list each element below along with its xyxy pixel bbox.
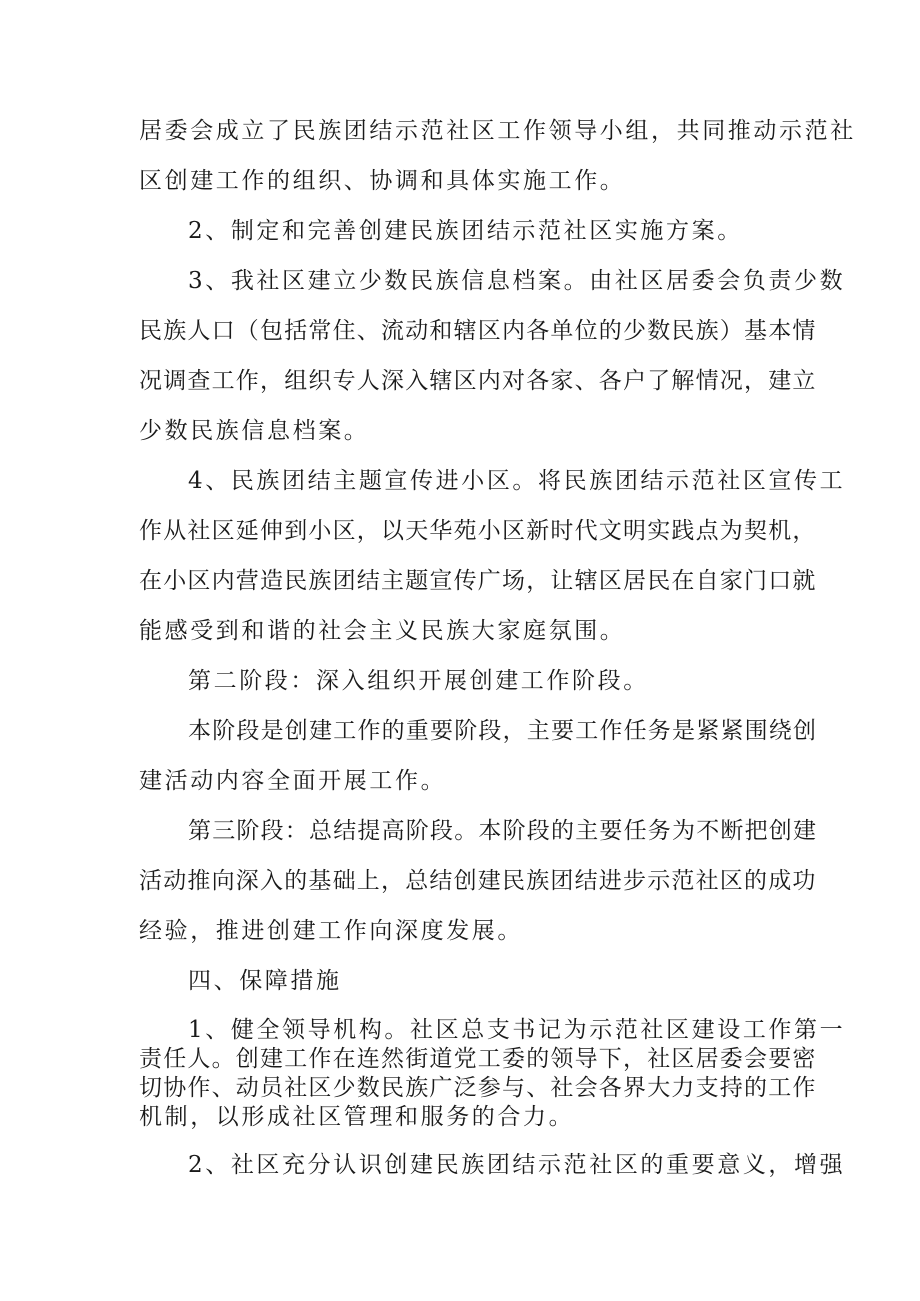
text-line-11: 能感受到和谐的社会主义民族大家庭氛围。 bbox=[139, 618, 626, 644]
text-line-23: 2、社区充分认识创建民族团结示范社区的重要意义，增强 bbox=[188, 1152, 846, 1178]
text-line-6: 况调查工作，组织专人深入辖区内对各家、各户了解情况，建立 bbox=[139, 368, 817, 394]
text-line-12: 第二阶段：深入组织开展创建工作阶段。 bbox=[188, 668, 649, 694]
text-line-8: 4、民族团结主题宣传进小区。将民族团结示范社区宣传工 bbox=[188, 468, 846, 494]
text-line-14: 建活动内容全面开展工作。 bbox=[139, 768, 447, 794]
text-line-13: 本阶段是创建工作的重要阶段，主要工作任务是紧紧围绕创 bbox=[188, 718, 818, 744]
section-heading-safeguards: 四、保障措施 bbox=[188, 968, 342, 994]
text-line-21: 切协作、动员社区少数民族广泛参与、社会各界大力支持的工作 bbox=[139, 1075, 817, 1101]
text-line-17: 经验，推进创建工作向深度发展。 bbox=[139, 918, 523, 944]
text-line-22: 机制，以形成社区管理和服务的合力。 bbox=[139, 1104, 575, 1130]
text-line-1: 居委会成立了民族团结示范社区工作领导小组，共同推动示范社 bbox=[139, 118, 856, 144]
text-line-7: 少数民族信息档案。 bbox=[139, 418, 370, 444]
text-line-19: 1、健全领导机构。社区总支书记为示范社区建设工作第一 bbox=[188, 1017, 846, 1043]
text-line-9: 作从社区延伸到小区，以天华苑小区新时代文明实践点为契机， bbox=[139, 518, 817, 544]
text-line-20: 责任人。创建工作在连然街道党工委的领导下，社区居委会要密 bbox=[139, 1046, 817, 1072]
text-line-10: 在小区内营造民族团结主题宣传广场，让辖区居民在自家门口就 bbox=[139, 568, 817, 594]
text-line-16: 活动推向深入的基础上，总结创建民族团结进步示范社区的成功 bbox=[139, 868, 817, 894]
text-line-2: 区创建工作的组织、协调和具体实施工作。 bbox=[139, 168, 626, 194]
text-line-4: 3、我社区建立少数民族信息档案。由社区居委会负责少数 bbox=[188, 268, 846, 294]
text-line-15: 第三阶段：总结提高阶段。本阶段的主要任务为不断把创建 bbox=[188, 818, 818, 844]
text-line-3: 2、制定和完善创建民族团结示范社区实施方案。 bbox=[188, 218, 743, 244]
text-line-5: 民族人口（包括常住、流动和辖区内各单位的少数民族）基本情 bbox=[139, 318, 817, 344]
